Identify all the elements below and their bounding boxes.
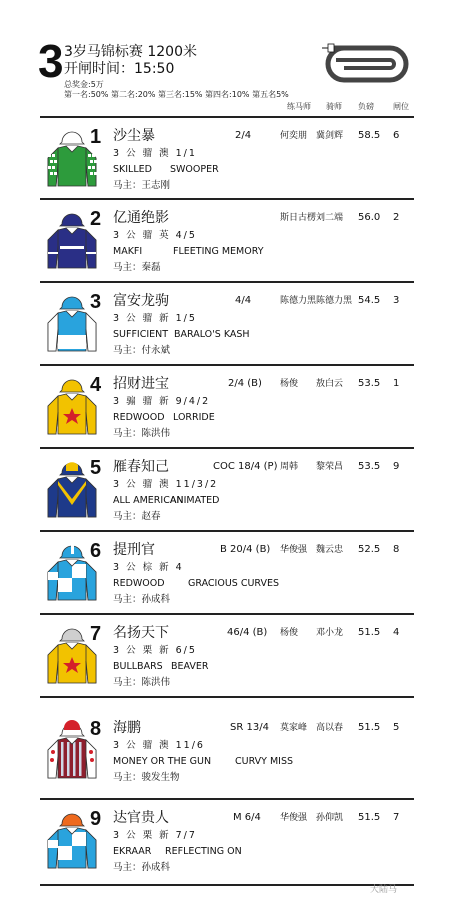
horse-number: 2 [90,208,102,230]
barrier-draw: 3 [393,295,400,306]
runner-row [40,615,414,698]
runner-row [40,532,414,615]
trainer-name: 华俊强 [280,813,308,823]
jockey-name: 敖白云 [316,379,344,389]
owner-name: 马主：陈洪伟 [113,677,171,688]
owner-name: 马主：赵春 [113,511,161,522]
owner-name: 马主：孙成科 [113,862,171,873]
carried-weight: 51.5 [358,627,381,638]
horse-name: 达官贵人 [113,810,169,826]
trainer-name: 何奕朋 [280,131,308,141]
barrier-draw: 5 [393,722,400,733]
row-divider [40,884,414,886]
jockey-name: 邓小龙 [316,628,344,638]
sire-name: BULLBARS [113,661,163,672]
owner-name: 马主：陈洪伟 [113,428,171,439]
horse-info: 3 公 骝 新 1/5 [113,313,197,324]
carried-weight: 53.5 [358,378,381,389]
horse-odds: SR 13/4 [230,722,269,733]
horse-info: 3 公 栗 新 6/5 [113,645,197,656]
col-draw: 闸位 [393,102,409,111]
sire-name: REDWOOD [113,578,165,589]
dam-name: SWOOPER [170,164,219,175]
race-start-time: 开闸时间：15:50 [64,61,175,77]
carried-weight: 54.5 [358,295,381,306]
carried-weight: 51.5 [358,812,381,823]
barrier-draw: 7 [393,812,400,823]
horse-name: 海鹏 [113,720,141,736]
horse-info: 3 公 骝 澳 11/3/2 [113,479,219,490]
horse-name: 亿通绝影 [113,210,169,226]
sire-name: REDWOOD [113,412,165,423]
sire-name: SKILLED [113,164,152,175]
prize-split: 第一名:50% 第二名:20% 第三名:15% 第四名:10% 第五名5% [64,90,289,99]
sire-name: SUFFICIENT [113,329,169,340]
horse-info: 3 公 栗 新 7/7 [113,830,197,841]
jockey-name: 孙仰凯 [316,813,344,823]
carried-weight: 56.0 [358,212,381,223]
dam-name: FLEETING MEMORY [173,246,264,257]
horse-odds: 46/4 (B) [227,627,268,638]
runner-row [40,283,414,366]
barrier-draw: 1 [393,378,400,389]
horse-number: 9 [90,808,102,830]
horse-name: 雁春知己 [113,459,169,475]
runner-row [40,366,414,449]
prize-total: 总奖金:5万 [64,80,104,89]
horse-info: 3 公 骝 澳 1/1 [113,148,197,159]
carried-weight: 53.5 [358,461,381,472]
jockey-name: 陈德力黑 [316,296,353,306]
dam-name: LORRIDE [173,412,215,423]
jockey-name: 冀剑辉 [316,131,344,141]
jockey-name: 黎荣昌 [316,462,344,472]
carried-weight: 58.5 [358,130,381,141]
horse-name: 沙尘暴 [113,128,155,144]
horse-odds: 4/4 [235,295,252,306]
sire-name: EKRAAR [113,846,152,857]
dam-name: CURVY MISS [235,756,294,767]
dam-name: ANIMATED [170,495,220,506]
jockey-name: 高以春 [316,723,344,733]
owner-name: 马主：付永斌 [113,345,171,356]
owner-name: 马主：王志刚 [113,180,171,191]
owner-name: 马主：孙成科 [113,594,171,605]
dam-name: BEAVER [171,661,209,672]
horse-number: 8 [90,718,102,740]
horse-info: 3 公 棕 新 4 [113,562,184,573]
runner-row [40,118,414,200]
owner-name: 马主：骏发生物 [113,772,180,783]
owner-name: 马主：秦磊 [113,262,161,273]
horse-odds: COC 18/4 (P) [213,461,278,472]
horse-info: 3 骟 骝 新 9/4/2 [113,396,211,407]
horse-number: 7 [90,623,102,645]
jockey-name: 刘二端 [316,213,344,223]
horse-info: 3 公 骝 澳 11/6 [113,740,205,751]
sire-name: ALL AMERICAN [113,495,184,506]
carried-weight: 51.5 [358,722,381,733]
race-title: 3岁马锦标赛 1200米 [64,44,197,60]
race-number: 3 [38,35,64,87]
barrier-draw: 9 [393,461,400,472]
horse-odds: M 6/4 [233,812,261,823]
horse-info: 3 公 骝 英 4/5 [113,230,197,241]
trainer-name: 杨俊 [280,379,299,389]
carried-weight: 52.5 [358,544,381,555]
col-weight: 负磅 [358,102,374,111]
horse-number: 5 [90,457,102,479]
horse-number: 1 [90,126,102,148]
barrier-draw: 2 [393,212,400,223]
barrier-draw: 6 [393,130,400,141]
trainer-name: 周韩 [280,462,299,472]
barrier-draw: 8 [393,544,400,555]
jockey-name: 魏云忠 [316,545,344,555]
dam-name: GRACIOUS CURVES [188,578,280,589]
horse-odds: 2/4 (B) [228,378,262,389]
horse-name: 招财进宝 [113,376,169,392]
horse-name: 富安龙驹 [113,293,169,309]
sire-name: MONEY OR THE GUN [113,756,212,767]
sire-name: MAKFI [113,246,143,257]
horse-odds: B 20/4 (B) [220,544,271,555]
trainer-name: 杨俊 [280,628,299,638]
race-header [0,0,450,112]
horse-name: 名扬天下 [113,625,169,641]
runner-row [40,800,414,886]
trainer-name: 陈德力黑 [280,296,317,306]
horse-name: 提刑官 [113,542,155,558]
dam-name: REFLECTING ON [165,846,242,857]
col-trainer: 练马师 [287,102,311,111]
runner-row [40,200,414,283]
horse-number: 4 [90,374,102,396]
barrier-draw: 4 [393,627,400,638]
track-map-icon [312,40,412,90]
dam-name: BARALO'S KASH [174,329,250,340]
horse-odds: 2/4 [235,130,252,141]
trainer-name: 斯日古楞 [280,213,317,223]
runner-row [40,449,414,532]
horse-number: 6 [90,540,102,562]
trainer-name: 莫家峰 [280,723,308,733]
horse-number: 3 [90,291,102,313]
trainer-name: 华俊强 [280,545,308,555]
runner-row [40,698,414,800]
col-jockey: 骑师 [326,102,342,111]
watermark: 大陆马 [370,885,398,895]
